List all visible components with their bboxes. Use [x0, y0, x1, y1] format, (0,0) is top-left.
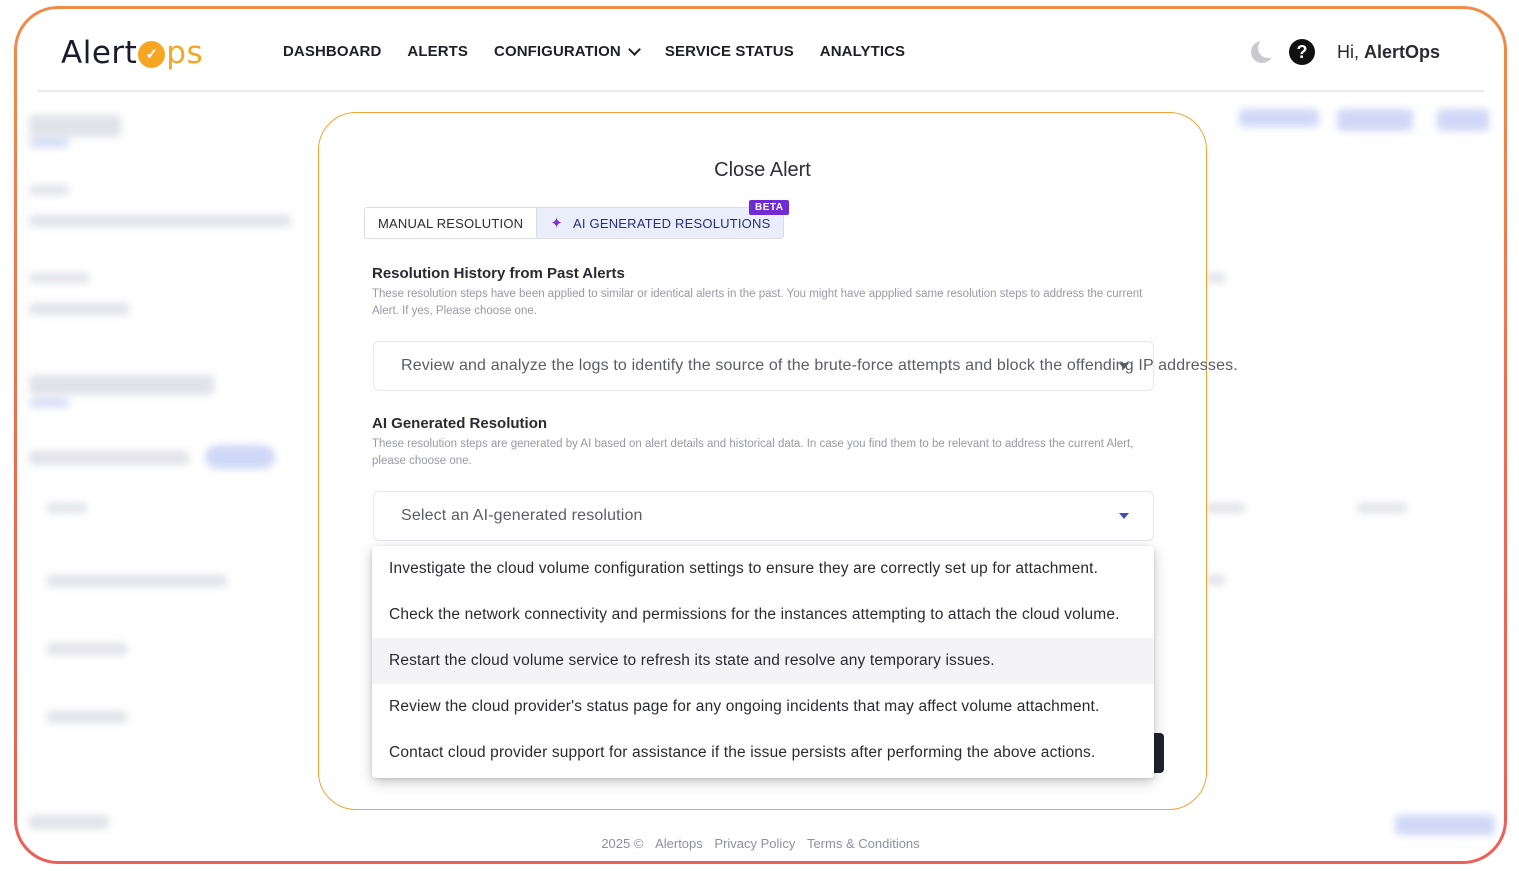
footer-privacy-link[interactable]: Privacy Policy [714, 836, 796, 851]
ai-resolution-placeholder: Select an AI-generated resolution [401, 507, 643, 524]
tab-ai-generated-resolutions[interactable]: ✦ AI GENERATED RESOLUTIONS [536, 208, 783, 238]
modal-title: Close Alert [714, 159, 811, 181]
user-name: AlertOps [1363, 41, 1440, 62]
nav-configuration[interactable]: CONFIGURATION [494, 43, 639, 60]
header-actions [1251, 39, 1440, 65]
history-description: These resolution steps have been applied to similar or identical alerts in the past. You might have appplied same resolution steps to address the current Alert. If yes, Please choose one. [372, 288, 1143, 317]
ai-resolution-title: AI Generated Resolution [372, 415, 548, 432]
logo-clock-icon: ✓ [138, 41, 165, 68]
ai-resolution-options [372, 546, 1154, 778]
nav-alerts[interactable]: ALERTS [407, 43, 469, 60]
footer-terms-link[interactable]: Terms & Conditions [806, 836, 920, 851]
history-selected-value: Review and analyze the logs to identify the source of the brute-force attempts and block the offending IP addresses. [401, 357, 1238, 374]
top-navbar [17, 9, 1504, 91]
tab-manual-resolution[interactable]: MANUAL RESOLUTION [378, 215, 524, 231]
main-nav [283, 43, 931, 60]
app-window [17, 9, 1504, 861]
page-footer [17, 836, 1504, 851]
app-frame [14, 6, 1507, 864]
nav-service-status[interactable]: SERVICE STATUS [664, 43, 794, 60]
nav-dashboard[interactable]: DASHBOARD [283, 43, 382, 60]
ai-option-5[interactable]: Contact cloud provider support for assistance if the issue persists after performing the above actions. [389, 744, 1096, 761]
ai-option-1[interactable]: Investigate the cloud volume configuration settings to ensure they are correctly set up for attachment. [389, 560, 1099, 577]
user-greeting[interactable] [1337, 42, 1440, 63]
ai-option-3[interactable]: Restart the cloud volume service to refresh its state and resolve any temporary issues. [372, 638, 1154, 684]
moon-icon[interactable] [1251, 41, 1273, 63]
resolution-tabs [364, 207, 784, 239]
greeting-prefix: Hi, [1336, 41, 1359, 62]
logo-text-ps: ps [166, 35, 204, 71]
ai-option-4[interactable]: Review the cloud provider's status page for any ongoing incidents that may affect volume attachment. [389, 698, 1100, 715]
nav-analytics[interactable]: ANALYTICS [819, 43, 906, 60]
ai-resolution-description: These resolution steps are generated by AI based on alert details and historical data. In case you find them to be relevant to address the current Alert, please choose one. [372, 438, 1134, 467]
history-title: Resolution History from Past Alerts [372, 265, 625, 282]
footer-copyright: 2025 © [601, 836, 644, 851]
sparkle-icon: ✦ [550, 215, 564, 232]
ai-resolution-select[interactable] [373, 491, 1154, 541]
help-icon[interactable]: ? [1289, 39, 1315, 65]
header-divider [37, 90, 1484, 92]
chevron-down-icon [628, 43, 641, 56]
logo-text-alert: Alert [61, 35, 138, 71]
alertops-logo[interactable] [61, 33, 203, 73]
footer-brand-link[interactable]: Alertops [655, 836, 703, 851]
caret-down-icon [1119, 513, 1129, 519]
history-resolution-select[interactable] [373, 341, 1238, 391]
ai-option-2[interactable]: Check the network connectivity and permissions for the instances attempting to attach the cloud volume. [389, 606, 1120, 623]
beta-badge: BETA [749, 200, 789, 215]
caret-down-icon [1119, 363, 1129, 369]
